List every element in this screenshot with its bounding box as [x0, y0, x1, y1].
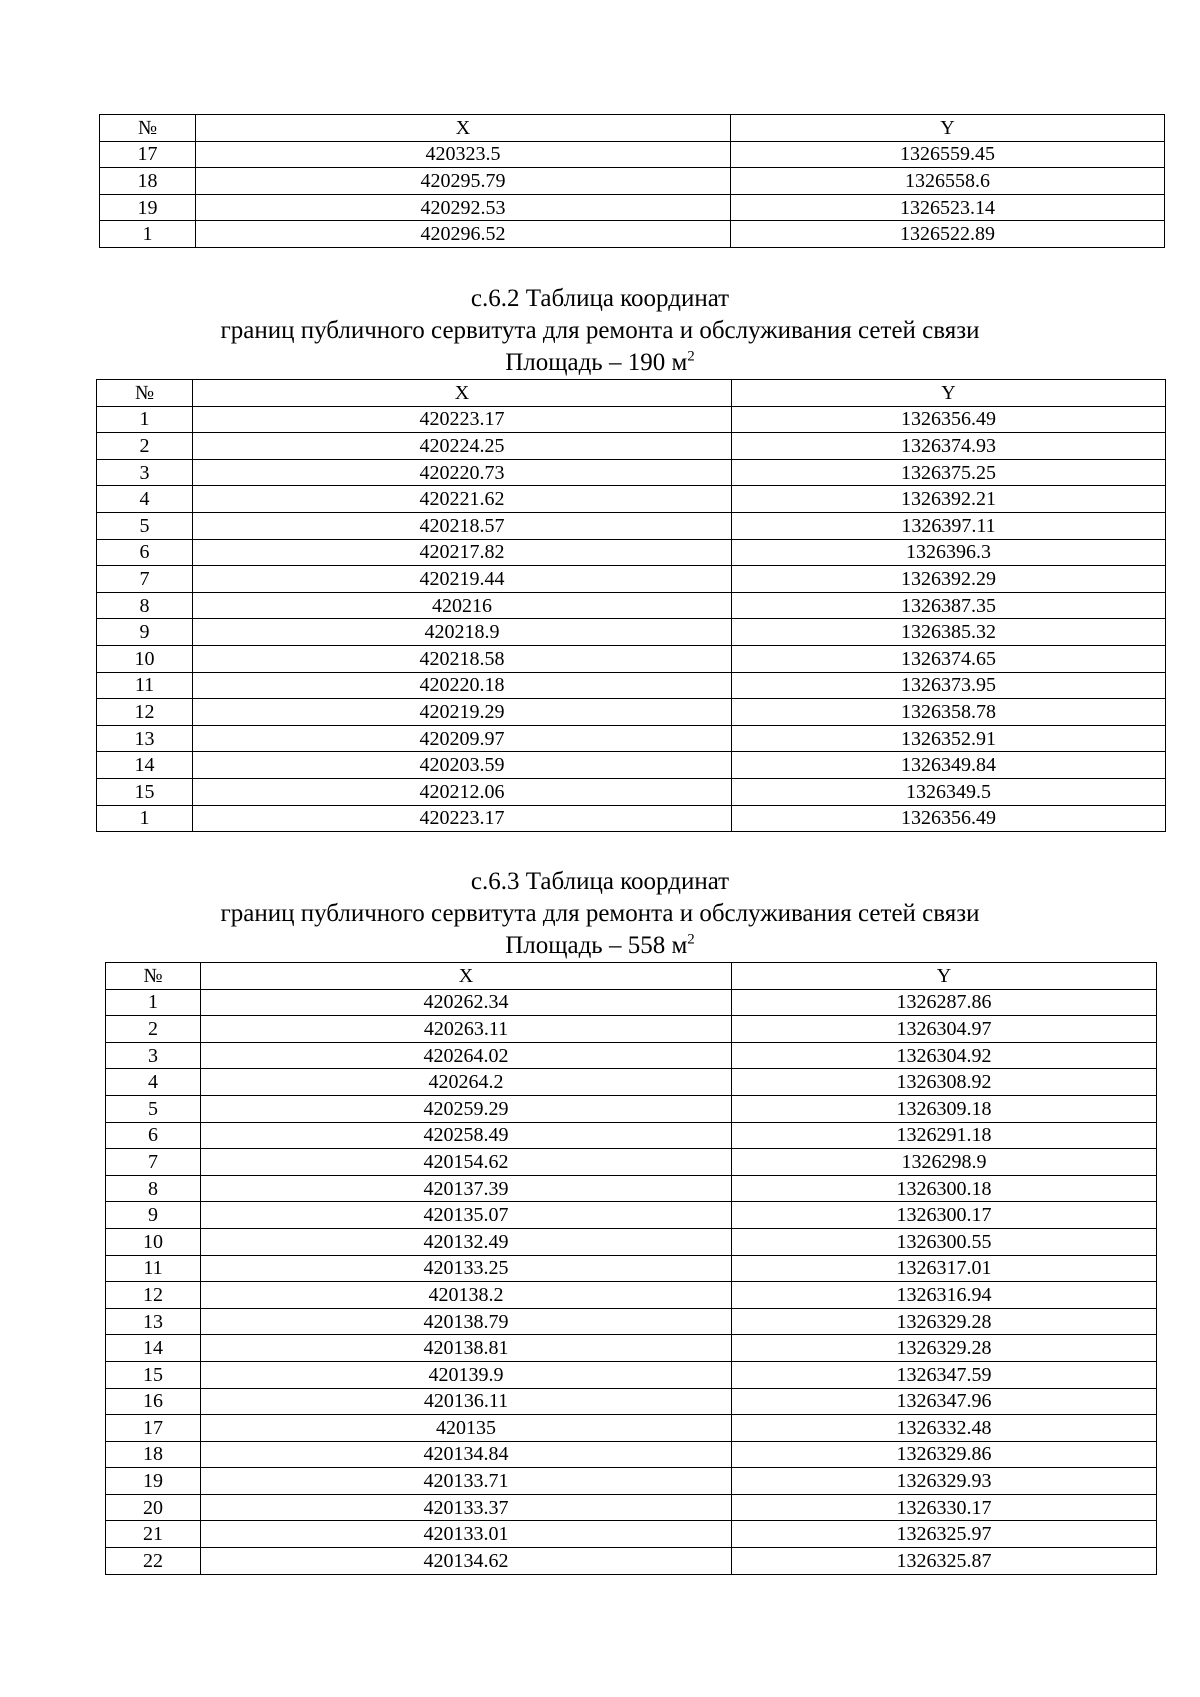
table-row: [97, 699, 1166, 726]
table-row: [97, 805, 1166, 832]
y-coordinate-cell: 1326329.28: [732, 1335, 1157, 1362]
point-number-cell: 1: [97, 406, 193, 433]
point-number-cell: 2: [97, 433, 193, 460]
y-coordinate-cell: 1326397.11: [732, 512, 1166, 539]
section-title: с.6.3 Таблица координат: [470, 868, 730, 895]
table-row: [97, 672, 1166, 699]
point-number-cell: 12: [97, 699, 193, 726]
point-number-cell: 1: [100, 221, 196, 248]
x-coordinate-cell: 420133.37: [201, 1494, 732, 1521]
y-coordinate-cell: 1326392.21: [732, 486, 1166, 513]
point-number-cell: 2: [106, 1016, 201, 1043]
column-header-y: Y: [732, 380, 1166, 407]
point-number-cell: 1: [106, 989, 201, 1016]
y-coordinate-cell: 1326374.93: [732, 433, 1166, 460]
x-coordinate-cell: 420323.5: [196, 141, 731, 168]
point-number-cell: 13: [97, 725, 193, 752]
y-coordinate-cell: 1326308.92: [732, 1069, 1157, 1096]
point-number-cell: 12: [106, 1282, 201, 1309]
y-coordinate-cell: 1326300.55: [732, 1228, 1157, 1255]
x-coordinate-cell: 420132.49: [201, 1228, 732, 1255]
table-row: [97, 433, 1166, 460]
table-row: [97, 486, 1166, 513]
x-coordinate-cell: 420219.44: [193, 566, 732, 593]
x-coordinate-cell: 420133.71: [201, 1468, 732, 1495]
point-number-cell: 3: [97, 459, 193, 486]
table-row: [97, 592, 1166, 619]
point-number-cell: 8: [106, 1175, 201, 1202]
section-area: [0, 347, 1200, 379]
section-heading-6-3: [0, 866, 1200, 962]
table-row: [106, 1282, 1157, 1309]
table-row: [106, 1494, 1157, 1521]
column-header-x: X: [193, 380, 732, 407]
column-header-number: №: [106, 963, 201, 990]
x-coordinate-cell: 420259.29: [201, 1095, 732, 1122]
y-coordinate-cell: 1326329.93: [732, 1468, 1157, 1495]
point-number-cell: 22: [106, 1548, 201, 1575]
column-header-x: X: [201, 963, 732, 990]
table-row: [106, 1042, 1157, 1069]
x-coordinate-cell: 420203.59: [193, 752, 732, 779]
y-coordinate-cell: 1326347.96: [732, 1388, 1157, 1415]
table-row: [106, 1468, 1157, 1495]
point-number-cell: 16: [106, 1388, 201, 1415]
point-number-cell: 5: [97, 512, 193, 539]
y-coordinate-cell: 1326330.17: [732, 1494, 1157, 1521]
table-row: [97, 512, 1166, 539]
x-coordinate-cell: 420262.34: [201, 989, 732, 1016]
point-number-cell: 6: [106, 1122, 201, 1149]
point-number-cell: 11: [97, 672, 193, 699]
x-coordinate-cell: 420223.17: [193, 805, 732, 832]
column-header-number: №: [100, 115, 196, 142]
point-number-cell: 7: [106, 1149, 201, 1176]
x-coordinate-cell: 420218.57: [193, 512, 732, 539]
table-header-row: [97, 380, 1166, 407]
point-number-cell: 9: [97, 619, 193, 646]
table-row: [106, 1069, 1157, 1096]
table-row: [106, 1441, 1157, 1468]
point-number-cell: 11: [106, 1255, 201, 1282]
table-row: [106, 1415, 1157, 1442]
y-coordinate-cell: 1326358.78: [732, 699, 1166, 726]
x-coordinate-cell: 420218.58: [193, 645, 732, 672]
x-coordinate-cell: 420138.81: [201, 1335, 732, 1362]
point-number-cell: 8: [97, 592, 193, 619]
y-coordinate-cell: 1326373.95: [732, 672, 1166, 699]
area-label: Площадь – 190 м: [505, 349, 688, 376]
y-coordinate-cell: 1326356.49: [732, 406, 1166, 433]
table-row: [97, 539, 1166, 566]
section-title: с.6.2 Таблица координат: [470, 285, 730, 312]
section-area: [0, 930, 1200, 962]
column-header-y: Y: [732, 963, 1157, 990]
y-coordinate-cell: 1326309.18: [732, 1095, 1157, 1122]
table-row: [106, 1308, 1157, 1335]
table-row: [97, 566, 1166, 593]
y-coordinate-cell: 1326291.18: [732, 1122, 1157, 1149]
section-subtitle: границ публичного сервитута для ремонта и обслуживания сетей связи: [220, 900, 980, 927]
table-row: [97, 459, 1166, 486]
y-coordinate-cell: 1326325.97: [732, 1521, 1157, 1548]
column-header-x: X: [196, 115, 731, 142]
point-number-cell: 9: [106, 1202, 201, 1229]
coordinates-table-continuation: [99, 114, 1165, 248]
point-number-cell: 15: [97, 778, 193, 805]
table-row: [100, 194, 1165, 221]
point-number-cell: 17: [106, 1415, 201, 1442]
x-coordinate-cell: 420264.2: [201, 1069, 732, 1096]
x-coordinate-cell: 420295.79: [196, 168, 731, 195]
section-heading-6-2: [0, 283, 1200, 379]
y-coordinate-cell: 1326325.87: [732, 1548, 1157, 1575]
table-row: [106, 1228, 1157, 1255]
y-coordinate-cell: 1326329.86: [732, 1441, 1157, 1468]
x-coordinate-cell: 420264.02: [201, 1042, 732, 1069]
table-row: [97, 778, 1166, 805]
y-coordinate-cell: 1326385.32: [732, 619, 1166, 646]
y-coordinate-cell: 1326558.6: [731, 168, 1165, 195]
table-row: [106, 1361, 1157, 1388]
y-coordinate-cell: 1326375.25: [732, 459, 1166, 486]
point-number-cell: 18: [106, 1441, 201, 1468]
column-header-number: №: [97, 380, 193, 407]
point-number-cell: 19: [106, 1468, 201, 1495]
x-coordinate-cell: 420221.62: [193, 486, 732, 513]
point-number-cell: 17: [100, 141, 196, 168]
y-coordinate-cell: 1326317.01: [732, 1255, 1157, 1282]
y-coordinate-cell: 1326392.29: [732, 566, 1166, 593]
table-row: [106, 1521, 1157, 1548]
table-row: [100, 141, 1165, 168]
table-row: [106, 1202, 1157, 1229]
point-number-cell: 5: [106, 1095, 201, 1122]
x-coordinate-cell: 420224.25: [193, 433, 732, 460]
point-number-cell: 10: [106, 1228, 201, 1255]
x-coordinate-cell: 420135.07: [201, 1202, 732, 1229]
table-header-row: [106, 963, 1157, 990]
point-number-cell: 13: [106, 1308, 201, 1335]
y-coordinate-cell: 1326347.59: [732, 1361, 1157, 1388]
y-coordinate-cell: 1326332.48: [732, 1415, 1157, 1442]
x-coordinate-cell: 420292.53: [196, 194, 731, 221]
x-coordinate-cell: 420154.62: [201, 1149, 732, 1176]
table-row: [97, 752, 1166, 779]
table-row: [97, 725, 1166, 752]
y-coordinate-cell: 1326300.18: [732, 1175, 1157, 1202]
table-row: [106, 1548, 1157, 1575]
x-coordinate-cell: 420220.73: [193, 459, 732, 486]
y-coordinate-cell: 1326349.84: [732, 752, 1166, 779]
x-coordinate-cell: 420134.84: [201, 1441, 732, 1468]
y-coordinate-cell: 1326352.91: [732, 725, 1166, 752]
table-row: [106, 1122, 1157, 1149]
x-coordinate-cell: 420134.62: [201, 1548, 732, 1575]
y-coordinate-cell: 1326559.45: [731, 141, 1165, 168]
table-row: [106, 1016, 1157, 1043]
y-coordinate-cell: 1326356.49: [732, 805, 1166, 832]
x-coordinate-cell: 420220.18: [193, 672, 732, 699]
x-coordinate-cell: 420133.25: [201, 1255, 732, 1282]
x-coordinate-cell: 420217.82: [193, 539, 732, 566]
point-number-cell: 14: [106, 1335, 201, 1362]
y-coordinate-cell: 1326304.97: [732, 1016, 1157, 1043]
table-row: [100, 221, 1165, 248]
y-coordinate-cell: 1326316.94: [732, 1282, 1157, 1309]
y-coordinate-cell: 1326287.86: [732, 989, 1157, 1016]
y-coordinate-cell: 1326298.9: [732, 1149, 1157, 1176]
area-unit-superscript: 2: [687, 931, 695, 948]
point-number-cell: 1: [97, 805, 193, 832]
x-coordinate-cell: 420136.11: [201, 1388, 732, 1415]
table-row: [106, 1255, 1157, 1282]
y-coordinate-cell: 1326396.3: [732, 539, 1166, 566]
y-coordinate-cell: 1326387.35: [732, 592, 1166, 619]
y-coordinate-cell: 1326374.65: [732, 645, 1166, 672]
x-coordinate-cell: 420137.39: [201, 1175, 732, 1202]
table-row: [106, 989, 1157, 1016]
coordinates-table-6-2: [96, 379, 1166, 832]
point-number-cell: 10: [97, 645, 193, 672]
x-coordinate-cell: 420138.2: [201, 1282, 732, 1309]
point-number-cell: 7: [97, 566, 193, 593]
y-coordinate-cell: 1326523.14: [731, 194, 1165, 221]
y-coordinate-cell: 1326300.17: [732, 1202, 1157, 1229]
table-row: [106, 1095, 1157, 1122]
x-coordinate-cell: 420139.9: [201, 1361, 732, 1388]
coordinates-table-6-3: [105, 962, 1157, 1575]
x-coordinate-cell: 420212.06: [193, 778, 732, 805]
point-number-cell: 4: [106, 1069, 201, 1096]
x-coordinate-cell: 420216: [193, 592, 732, 619]
x-coordinate-cell: 420296.52: [196, 221, 731, 248]
column-header-y: Y: [731, 115, 1165, 142]
table-row: [97, 619, 1166, 646]
point-number-cell: 19: [100, 194, 196, 221]
table-row: [106, 1335, 1157, 1362]
table-header-row: [100, 115, 1165, 142]
x-coordinate-cell: 420218.9: [193, 619, 732, 646]
x-coordinate-cell: 420209.97: [193, 725, 732, 752]
area-label: Площадь – 558 м: [505, 932, 688, 959]
x-coordinate-cell: 420135: [201, 1415, 732, 1442]
x-coordinate-cell: 420133.01: [201, 1521, 732, 1548]
table-row: [100, 168, 1165, 195]
y-coordinate-cell: 1326304.92: [732, 1042, 1157, 1069]
point-number-cell: 3: [106, 1042, 201, 1069]
section-subtitle: границ публичного сервитута для ремонта и обслуживания сетей связи: [220, 317, 980, 344]
x-coordinate-cell: 420263.11: [201, 1016, 732, 1043]
table-row: [106, 1149, 1157, 1176]
point-number-cell: 14: [97, 752, 193, 779]
table-row: [106, 1388, 1157, 1415]
x-coordinate-cell: 420223.17: [193, 406, 732, 433]
x-coordinate-cell: 420138.79: [201, 1308, 732, 1335]
point-number-cell: 15: [106, 1361, 201, 1388]
point-number-cell: 21: [106, 1521, 201, 1548]
area-unit-superscript: 2: [687, 348, 695, 365]
table-row: [106, 1175, 1157, 1202]
y-coordinate-cell: 1326349.5: [732, 778, 1166, 805]
table-row: [97, 645, 1166, 672]
x-coordinate-cell: 420258.49: [201, 1122, 732, 1149]
point-number-cell: 4: [97, 486, 193, 513]
x-coordinate-cell: 420219.29: [193, 699, 732, 726]
point-number-cell: 20: [106, 1494, 201, 1521]
point-number-cell: 6: [97, 539, 193, 566]
y-coordinate-cell: 1326522.89: [731, 221, 1165, 248]
point-number-cell: 18: [100, 168, 196, 195]
table-row: [97, 406, 1166, 433]
y-coordinate-cell: 1326329.28: [732, 1308, 1157, 1335]
